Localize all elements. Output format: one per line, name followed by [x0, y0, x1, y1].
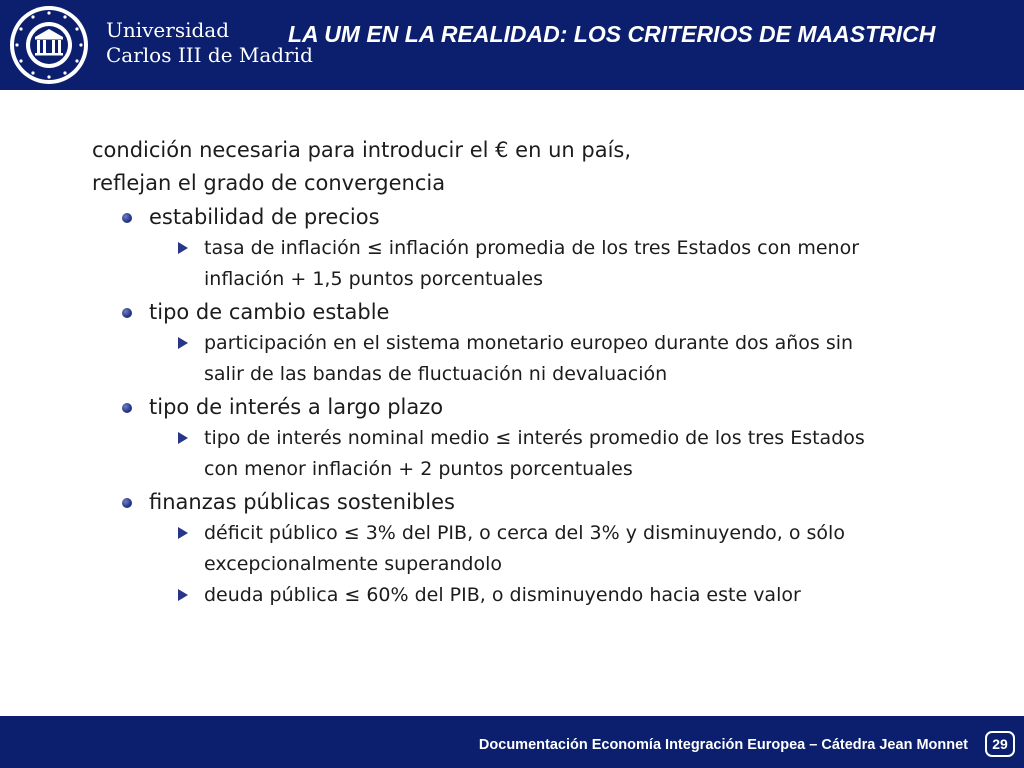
criterion-detail	[92, 580, 972, 611]
criterion-detail	[92, 328, 972, 390]
round-bullet-icon	[122, 403, 132, 413]
criterion-detail	[92, 233, 972, 295]
intro-line-2: reflejan el grado de convergencia	[92, 171, 446, 195]
detail-line: salir de las bandas de fluctuación ni devaluación	[204, 363, 668, 385]
criterion-exchange-rate	[92, 297, 972, 328]
triangle-bullet-icon	[178, 589, 188, 601]
detail-line: tipo de interés nominal medio ≤ interés promedio de los tres Estados	[204, 427, 865, 449]
round-bullet-icon	[122, 498, 132, 508]
detail-line: excepcionalmente superandolo	[204, 553, 502, 575]
criterion-title: finanzas públicas sostenibles	[149, 490, 455, 514]
criterion-interest-rate	[92, 392, 972, 423]
criterion-title: tipo de interés a largo plazo	[149, 395, 444, 419]
detail-line: con menor inflación + 2 puntos porcentuales	[204, 458, 633, 480]
page-number: 29	[985, 731, 1015, 757]
detail-line: deuda pública ≤ 60% del PIB, o disminuyendo hacia este valor	[204, 584, 801, 606]
slide-content	[92, 134, 972, 611]
criterion-title: tipo de cambio estable	[149, 300, 390, 324]
criterion-price-stability	[92, 202, 972, 233]
footer-caption: Documentación Economía Integración Europea – Cátedra Jean Monnet	[478, 737, 968, 753]
criterion-title: estabilidad de precios	[149, 205, 380, 229]
detail-line: inflación + 1,5 puntos porcentuales	[204, 268, 543, 290]
intro-line-1: condición necesaria para introducir el € en un país,	[92, 138, 632, 162]
detail-line: tasa de inflación ≤ inflación promedia de los tres Estados con menor	[204, 237, 859, 259]
criterion-detail	[92, 423, 972, 485]
header-bar	[0, 0, 1024, 90]
detail-line: participación en el sistema monetario europeo durante dos años sin	[204, 332, 854, 354]
university-name-line1: Universidad	[106, 18, 230, 42]
university-name-line2: Carlos III de Madrid	[106, 43, 313, 67]
triangle-bullet-icon	[178, 337, 188, 349]
round-bullet-icon	[122, 213, 132, 223]
slide-title: LA UM EN LA REALIDAD: LOS CRITERIOS DE MAASTRICH	[288, 21, 936, 47]
criterion-public-finances	[92, 487, 972, 518]
criterion-detail	[92, 518, 972, 580]
triangle-bullet-icon	[178, 527, 188, 539]
triangle-bullet-icon	[178, 242, 188, 254]
detail-line: déficit público ≤ 3% del PIB, o cerca del 3% y disminuyendo, o sólo	[204, 522, 845, 544]
university-logotype	[106, 18, 313, 68]
round-bullet-icon	[122, 308, 132, 318]
footer-bar	[0, 716, 1024, 768]
triangle-bullet-icon	[178, 432, 188, 444]
university-seal-icon	[8, 4, 90, 86]
